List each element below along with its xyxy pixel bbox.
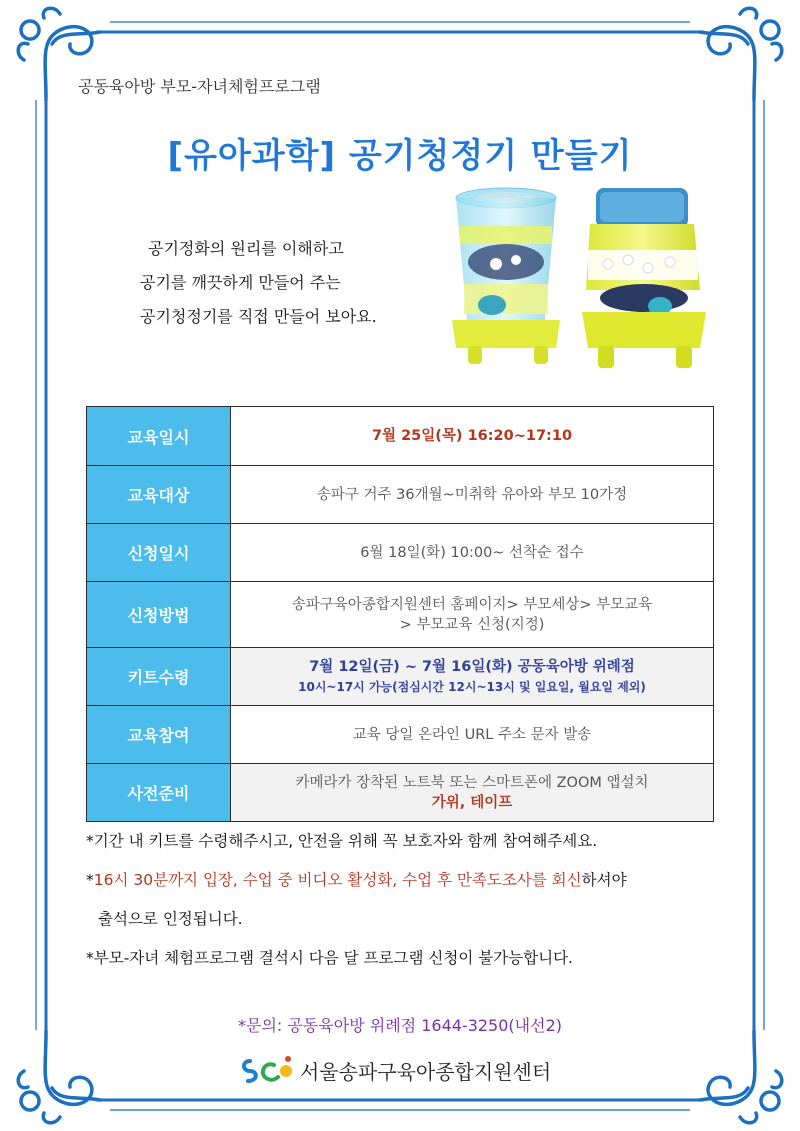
row-value: 교육 당일 온라인 URL 주소 문자 발송 xyxy=(231,706,714,764)
row-value xyxy=(231,407,714,466)
education-date: 7월 25일(목) 16:20~17:10 xyxy=(371,428,573,444)
note-line: 출석으로 인정됩니다. xyxy=(98,910,243,928)
value-line: 카메라가 장착된 노트북 또는 스마트폰에 ZOOM 앱설치 xyxy=(295,774,649,791)
photo-watermark: 동해뱃사공교재 xyxy=(470,366,620,390)
note-highlight: 16시 30분까지 입장, 수업 중 비디오 활성화, 수업 후 만족도조사를 회신 xyxy=(93,871,582,889)
intro-line: 공기를 깨끗하게 만들어 주는 xyxy=(140,273,341,292)
row-value: 6월 18일(화) 10:00~ 선착순 접수 xyxy=(231,524,714,582)
program-info-table xyxy=(86,406,714,822)
notes xyxy=(86,822,726,978)
row-value xyxy=(231,648,714,706)
air-purifier-kit-image xyxy=(438,180,708,380)
table-row xyxy=(87,706,714,764)
row-value xyxy=(231,764,714,822)
table-row xyxy=(87,648,714,706)
note-asterisk: * xyxy=(86,871,94,889)
row-label: 교육일시 xyxy=(87,407,231,466)
row-label: 키트수령 xyxy=(87,648,231,706)
page-title: [유아과학] 공기청정기 만들기 xyxy=(167,136,633,176)
intro-line: 공기정화의 원리를 이해하고 xyxy=(148,239,344,258)
table-row xyxy=(87,764,714,822)
kit-right xyxy=(582,188,706,368)
note-line xyxy=(86,861,726,900)
kit-left xyxy=(452,188,560,364)
row-label: 교육대상 xyxy=(87,466,231,524)
row-label: 교육참여 xyxy=(87,706,231,764)
note-line: *기간 내 키트를 수령해주시고, 안전을 위해 꼭 보호자와 함께 참여해주세요. xyxy=(86,832,598,850)
value-line: 가위, 테이프 xyxy=(431,794,513,811)
note-suffix: 하셔야 xyxy=(581,871,627,889)
contact-info: *문의: 공동육아방 위례점 1644-3250(내선2) xyxy=(238,1016,562,1035)
value-line: 7월 12일(금) ~ 7월 16일(화) 공동육아방 위례점 xyxy=(309,658,635,675)
note-line: *부모-자녀 체험프로그램 결석시 다음 달 프로그램 신청이 불가능합니다. xyxy=(86,949,573,967)
table-row xyxy=(87,524,714,582)
row-value: 송파구 거주 36개월~미취학 유아와 부모 10가정 xyxy=(231,466,714,524)
program-subtitle: 공동육아방 부모-자녀체험프로그램 xyxy=(78,77,321,96)
row-label: 신청일시 xyxy=(87,524,231,582)
row-value xyxy=(231,582,714,648)
intro-text xyxy=(140,232,377,334)
table-row xyxy=(87,466,714,524)
value-line: > 부모교육 신청(지정) xyxy=(399,616,545,633)
table-row xyxy=(87,407,714,466)
value-line: 송파구육아종합지원센터 홈페이지> 부모세상> 부모교육 xyxy=(291,596,653,613)
center-name: 서울송파구육아종합지원센터 xyxy=(300,1059,552,1084)
row-label: 사전준비 xyxy=(87,764,231,822)
footer xyxy=(240,1053,551,1087)
intro-line: 공기청정기를 직접 만들어 보아요. xyxy=(140,307,377,326)
center-logo-icon xyxy=(240,1053,296,1087)
table-row xyxy=(87,582,714,648)
value-line: 10시~17시 가능(점심시간 12시~13시 및 일요일, 월요일 제외) xyxy=(298,679,646,694)
row-label: 신청방법 xyxy=(87,582,231,648)
